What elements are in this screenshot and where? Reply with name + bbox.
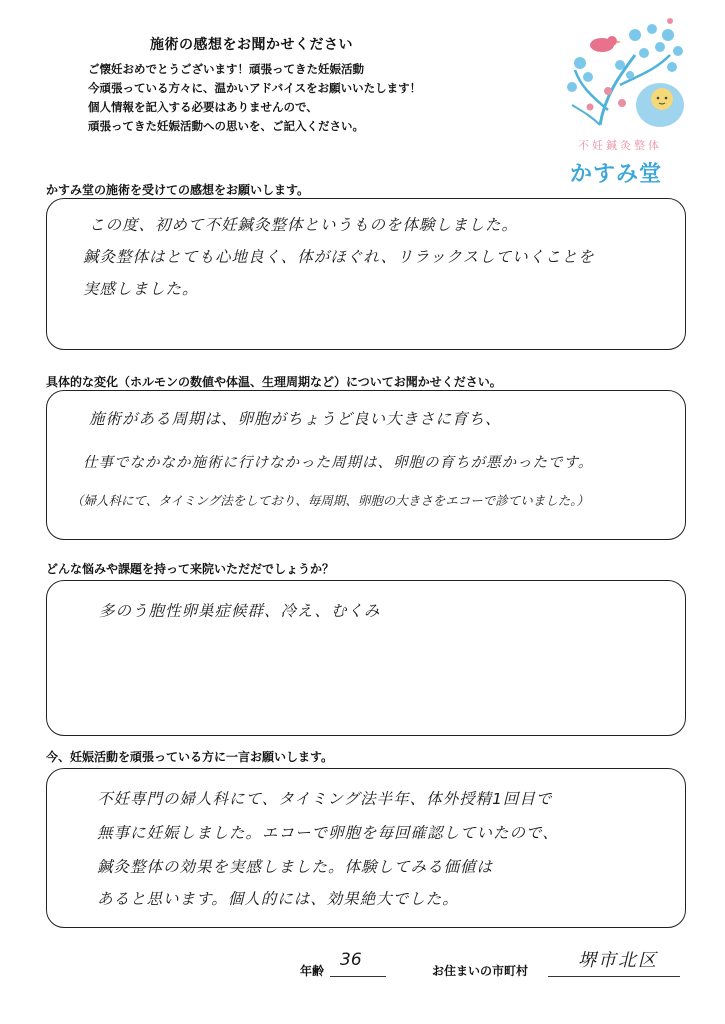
answer-line: 鍼灸整体はとても心地良く、体がほぐれ、リラックスしていくことを: [83, 248, 595, 266]
answer-box-2: [46, 390, 686, 540]
intro-line: 頑張ってきた妊娠活動への思いを、ご記入ください。: [88, 119, 364, 133]
answer-line: あると思います。個人的には、効果絶大でした。: [97, 890, 459, 908]
answer-line: 無事に妊娠しました。エコーで卵胞を毎回確認していたので、: [97, 824, 559, 842]
question-3: どんな悩みや課題を持って来院いただだでしょうか？: [46, 562, 335, 576]
intro-line: 今頑張っている方々に、温かいアドバイスをお願いいたします！: [88, 81, 422, 95]
answer-line: 施術がある周期は、卵胞がちょうど良い大きさに育ち、: [89, 410, 502, 428]
question-2: 具体的な変化（ホルモンの数値や体温、生理周期など）についてお聞かせください。: [46, 375, 502, 389]
logo-name: かすみ堂: [570, 162, 663, 187]
flower-bird-illustration: [560, 15, 695, 135]
answer-line: （婦人科にて、タイミング法をしており、毎周期、卵胞の大きさをエコーで診ていました。）: [71, 493, 590, 508]
kasumido-logo: [560, 15, 695, 190]
intro-line: 個人情報を記入する必要はありませんので、: [88, 100, 318, 114]
question-1: かすみ堂の施術を受けての感想をお願いします。: [46, 183, 310, 197]
city-underline: [548, 976, 680, 977]
age-label: 年齢: [300, 964, 325, 978]
answer-box-4: [46, 768, 686, 928]
answer-line: 鍼灸整体の効果を実感しました。体験してみる価値は: [97, 858, 494, 876]
question-4: 今、妊娠活動を頑張っている方に一言お願いします。: [46, 750, 334, 764]
intro-text: [88, 60, 421, 136]
answer-box-3: [46, 580, 686, 736]
city-value: 堺市北区: [578, 950, 658, 971]
age-underline: [330, 976, 386, 977]
answer-line: この度、初めて不妊鍼灸整体というものを体験しました。: [89, 216, 519, 234]
header: [0, 0, 725, 187]
logo-tagline: 不妊鍼灸整体: [578, 139, 662, 152]
city-label: お住まいの市町村: [432, 964, 529, 978]
answer-line: 仕事でなかなか施術に行けなかった周期は、卵胞の育ちが悪かったです。: [83, 455, 594, 471]
intro-line: ご懐妊おめでとうございます！頑張ってきた妊娠活動: [88, 62, 364, 76]
age-value: 36: [340, 950, 362, 970]
answer-box-1: [46, 198, 686, 350]
form-title: 施術の感想をお聞かせください: [150, 37, 353, 53]
answer-line: 不妊専門の婦人科にて、タイミング法半年、体外授精1回目で: [97, 790, 553, 808]
answer-line: 多のう胞性卵巣症候群、冷え、むくみ: [99, 602, 381, 620]
answer-line: 実感しました。: [83, 280, 199, 298]
